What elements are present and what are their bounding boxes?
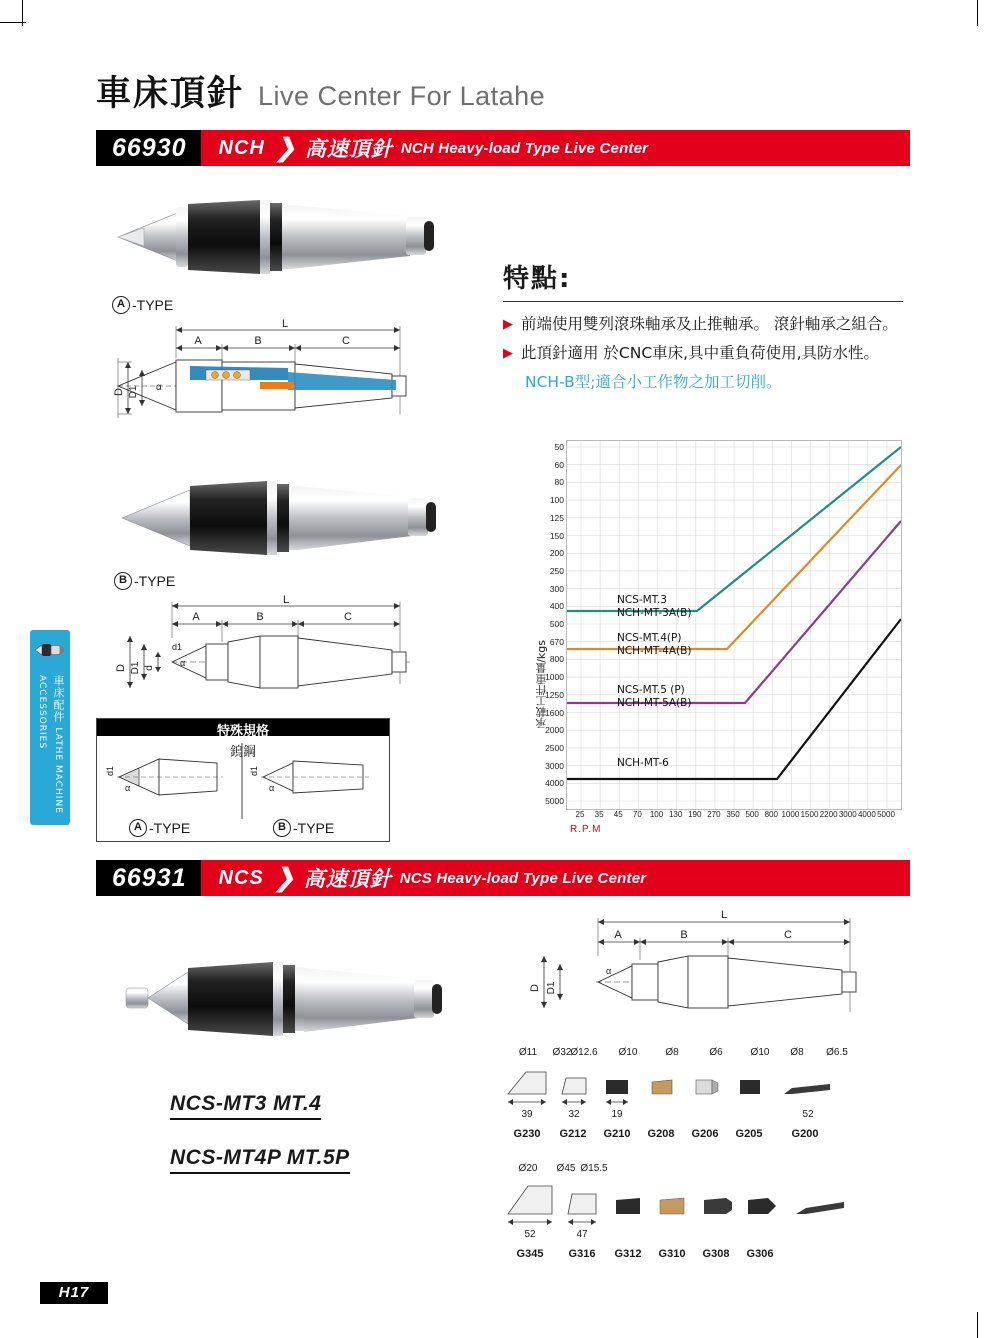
section-series: NCH xyxy=(218,136,265,159)
chart-y-tick: 150 xyxy=(549,530,564,541)
chart-y-tick: 670 xyxy=(549,636,564,647)
tip-G208-dia: Ø8 xyxy=(665,1047,679,1058)
chart-series-label-4: NCH-MT-6 xyxy=(617,757,669,769)
chart-y-tick: 1250 xyxy=(545,689,564,700)
crop-mark xyxy=(977,0,978,26)
bullet-triangle-icon: ▶ xyxy=(503,346,513,361)
chart-y-tick: 200 xyxy=(549,548,564,559)
tip-G212-dia: Ø12.6 xyxy=(570,1047,598,1058)
chart-plot-area xyxy=(545,440,902,810)
spec-b-type-label: B -TYPE xyxy=(273,819,334,837)
tip-G200-dia2: Ø6.5 xyxy=(826,1047,848,1058)
section-name-en: NCS Heavy-load Type Live Center xyxy=(399,869,647,887)
side-tab-label: 車床配件 LATHE MACHINE ACCESSORIES xyxy=(37,675,65,814)
chart-y-tick: 250 xyxy=(549,565,564,576)
product-photo-ncs xyxy=(118,950,448,1046)
features-divider xyxy=(503,301,903,302)
chart-y-tick: 4000 xyxy=(545,778,564,789)
chart-x-tick: 130 xyxy=(668,810,683,819)
section-code: 66930 xyxy=(96,130,201,166)
chart-x-tick: 70 xyxy=(632,810,642,819)
chart-xlabel: R.P.M xyxy=(570,824,602,835)
svg-text:α: α xyxy=(269,783,275,793)
svg-text:B: B xyxy=(680,929,688,941)
tip-G230-dia2: Ø32 xyxy=(552,1047,572,1058)
tip-name-G230: G230 xyxy=(513,1128,541,1140)
section-name-en: NCH Heavy-load Type Live Center xyxy=(400,139,649,157)
chart-x-ticks xyxy=(566,810,900,822)
svg-text:α: α xyxy=(180,658,186,668)
tip-G212-len: 32 xyxy=(568,1109,580,1120)
chart-x-tick: 1500 xyxy=(800,810,819,819)
chart-x-tick: 350 xyxy=(726,810,740,819)
tip-name-G208: G208 xyxy=(647,1128,675,1140)
tip-name-G205: G205 xyxy=(735,1128,763,1140)
spec-material: 鎢鋼 xyxy=(229,745,256,760)
svg-text:L: L xyxy=(281,318,289,330)
crop-mark xyxy=(0,22,26,23)
tip-name-G316: G316 xyxy=(568,1248,596,1260)
tip-G345-len: 52 xyxy=(524,1229,536,1240)
svg-text:d1: d1 xyxy=(249,765,259,777)
load-speed-chart xyxy=(535,440,900,840)
section-banner-66930 xyxy=(96,130,910,166)
dimension-drawing-a xyxy=(110,318,430,438)
chart-x-tick: 1000 xyxy=(781,810,800,819)
chart-series-label-3: NCS-MT.5 (P) NCH-MT-5A(B) xyxy=(617,684,692,709)
chart-y-tick: 1600 xyxy=(545,707,564,718)
chart-y-tick: 60 xyxy=(554,459,564,470)
tip-name-G310: G310 xyxy=(658,1248,686,1260)
live-center-icon xyxy=(35,642,65,663)
svg-text:D: D xyxy=(115,664,127,672)
bullet-triangle-icon: ▶ xyxy=(503,317,513,332)
chart-y-tick: 80 xyxy=(554,477,564,488)
tip-G200-dia: Ø8 xyxy=(790,1047,804,1058)
chevron-right-icon: ❯ xyxy=(273,864,296,892)
feature-item xyxy=(503,312,903,337)
tip-G316-len: 47 xyxy=(576,1229,588,1240)
chart-x-tick: 190 xyxy=(688,810,702,819)
chart-ylabel: 承載工件重量/kgs xyxy=(535,640,548,729)
a-type-label: A -TYPE xyxy=(112,296,173,314)
tip-name-G206: G206 xyxy=(691,1128,719,1140)
side-tab-lathe-accessories xyxy=(30,630,70,825)
chart-y-tick: 5000 xyxy=(545,796,564,806)
page-title xyxy=(96,66,545,116)
svg-text:D1: D1 xyxy=(130,661,141,675)
chart-x-tick: 800 xyxy=(764,810,778,819)
special-spec-box xyxy=(96,718,390,842)
svg-text:d: d xyxy=(144,665,155,671)
svg-text:L: L xyxy=(282,594,290,606)
svg-text:A: A xyxy=(614,929,622,941)
svg-text:D: D xyxy=(529,984,541,992)
chart-y-tick: 125 xyxy=(549,512,564,523)
tip-G210-dia: Ø10 xyxy=(618,1047,638,1058)
chart-series-label-1: NCS-MT.3 NCH-MT-3A(B) xyxy=(617,594,692,619)
svg-text:D1: D1 xyxy=(128,385,139,399)
tips-row-1 xyxy=(500,1042,900,1150)
chart-x-tick: 500 xyxy=(745,810,759,819)
crop-mark xyxy=(977,1312,978,1338)
chart-y-tick: 50 xyxy=(554,442,564,452)
chart-y-tick: 400 xyxy=(549,601,564,612)
chart-y-tick: 2500 xyxy=(545,742,564,753)
section-code: 66931 xyxy=(96,860,201,896)
tip-G200-len: 52 xyxy=(802,1109,814,1120)
svg-text:C: C xyxy=(342,335,350,347)
feature-text: 前端使用雙列滾珠軸承及止推軸承。 滾針軸承之組合。 xyxy=(521,315,898,333)
tip-G205-dia: Ø10 xyxy=(750,1047,770,1058)
chart-x-tick: 2200 xyxy=(819,810,838,819)
svg-text:B: B xyxy=(256,611,264,623)
chart-x-tick: 100 xyxy=(649,810,664,819)
chart-x-tick: 25 xyxy=(575,810,585,819)
svg-text:L: L xyxy=(720,909,728,921)
spec-a-type-label: A -TYPE xyxy=(129,819,190,837)
spec-title: 特殊規格 xyxy=(216,724,269,739)
section-series: NCS xyxy=(218,866,264,889)
section-banner-66931 xyxy=(96,860,910,896)
tip-name-G306: G306 xyxy=(746,1248,774,1260)
chart-x-tick: 270 xyxy=(707,810,721,819)
tip-name-G200: G200 xyxy=(791,1128,819,1140)
svg-text:D: D xyxy=(113,388,125,396)
footer-code: H17 xyxy=(58,1284,90,1301)
chart-series-label-2: NCS-MT.4(P) NCH-MT-4A(B) xyxy=(617,632,692,657)
section-name-cn: 高速頂針 xyxy=(303,867,392,891)
svg-text:α: α xyxy=(606,966,612,976)
svg-text:C: C xyxy=(784,929,792,941)
tip-G210-len: 19 xyxy=(611,1109,623,1120)
features-block xyxy=(503,258,903,394)
chart-y-tick: 500 xyxy=(549,619,564,629)
chart-y-tick: 300 xyxy=(549,583,564,594)
svg-text:C: C xyxy=(344,611,352,623)
dimension-drawing-ncs xyxy=(510,908,890,1038)
tip-name-G212: G212 xyxy=(559,1128,587,1140)
chart-y-tick: 800 xyxy=(549,654,564,665)
dimension-drawing-b xyxy=(110,592,430,707)
section-name-cn: 高速頂針 xyxy=(304,137,393,161)
svg-text:D1: D1 xyxy=(546,981,557,995)
chart-x-tick: 3000 xyxy=(838,810,857,819)
product-photo-a-type xyxy=(110,190,440,280)
chart-y-tick: 1000 xyxy=(545,672,564,683)
product-photo-b-type xyxy=(112,470,442,562)
svg-text:A: A xyxy=(192,611,200,623)
svg-text:d1: d1 xyxy=(105,765,115,777)
chevron-right-icon: ❯ xyxy=(274,134,297,162)
tip-G345-dia2: Ø45 xyxy=(556,1163,576,1174)
ncs-model-line-1: NCS-MT3 MT.4 xyxy=(170,1092,321,1116)
b-type-label: B -TYPE xyxy=(114,572,175,590)
svg-text:d1: d1 xyxy=(172,642,183,652)
tips-row-2 xyxy=(500,1158,900,1266)
features-heading: 特點: xyxy=(503,264,572,294)
page-title-cn: 車床頂針 xyxy=(96,74,245,114)
tip-G230-len: 39 xyxy=(521,1109,533,1120)
page-footer xyxy=(40,1282,108,1304)
tip-G206-dia: Ø6 xyxy=(709,1047,723,1058)
page-title-en: Live Center For Latahe xyxy=(258,81,546,111)
tip-G316-dia: Ø15.5 xyxy=(580,1163,608,1174)
chart-x-tick: 4000 xyxy=(857,810,876,819)
chart-x-tick: 45 xyxy=(613,810,623,819)
tip-G230: Ø11 xyxy=(518,1047,538,1058)
chart-x-tick: 5000 xyxy=(877,810,895,819)
tip-name-G345: G345 xyxy=(516,1248,544,1260)
tip-G345-dia: Ø20 xyxy=(518,1163,538,1174)
chart-x-tick: 35 xyxy=(594,810,604,819)
svg-text:A: A xyxy=(194,335,202,347)
svg-text:α: α xyxy=(156,382,162,393)
feature-item xyxy=(503,341,903,366)
feature-text: 此頂針適用 於CNC車床,具中重負荷使用,具防水性。 xyxy=(521,344,880,362)
tip-name-G210: G210 xyxy=(603,1128,631,1140)
chart-y-tick: 2000 xyxy=(545,725,564,736)
tip-name-G312: G312 xyxy=(614,1248,642,1260)
svg-text:B: B xyxy=(254,335,262,347)
chart-y-tick: 3000 xyxy=(545,760,564,771)
tip-name-G308: G308 xyxy=(702,1248,730,1260)
svg-text:α: α xyxy=(125,783,131,793)
feature-note: NCH-B型;適合小工作物之加工切削。 xyxy=(525,373,782,391)
chart-y-tick: 100 xyxy=(549,495,564,506)
ncs-model-line-2: NCS-MT4P MT.5P xyxy=(170,1146,350,1170)
